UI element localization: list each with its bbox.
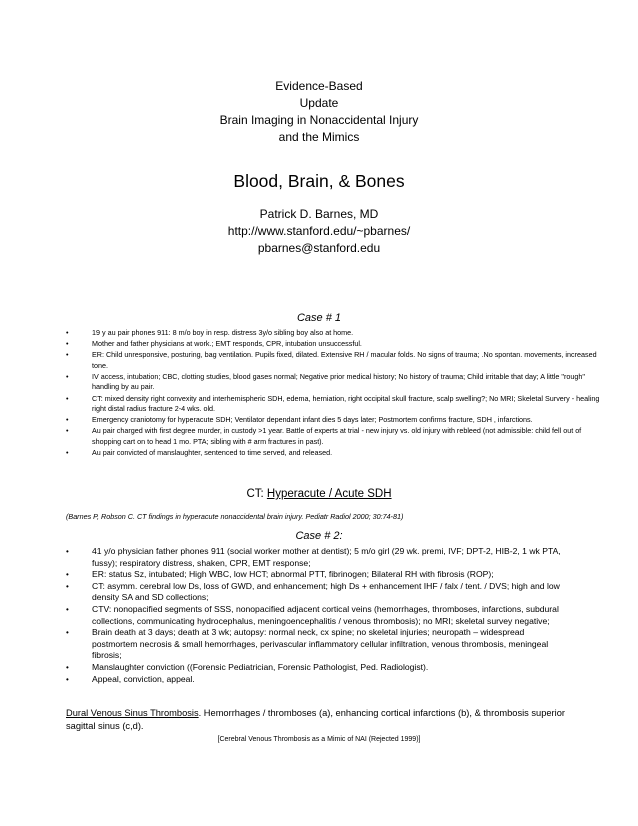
list-item-text: Manslaughter conviction ((Forensic Pediatrician, Forensic Pathologist, Ped. Radiologist). — [92, 661, 429, 672]
list-item — [66, 448, 612, 459]
author-block — [0, 206, 638, 257]
list-item-text: ER: status Sz, intubated; High WBC, low HCT; abnormal PTT, fibrinogen; Bilateral RH with fibrosis (ROP); — [92, 569, 494, 580]
case-2-list — [66, 546, 562, 685]
list-item — [66, 339, 612, 350]
header-line-3: Brain Imaging in Nonaccidental Injury — [219, 113, 419, 127]
list-item-text: IV access, intubation; CBC, clotting studies, blood gases normal; Negative prior medical history; No history of trauma; Child irritable that day; A little "rough" handling by au pair. — [92, 371, 585, 392]
list-item-text: Au pair convicted of manslaughter, sentenced to time served, and released. — [92, 448, 333, 458]
dvst-paragraph — [66, 707, 586, 732]
list-item — [66, 371, 612, 393]
header-line-1: Evidence-Based — [275, 79, 363, 93]
list-item-text: Au pair charged with first degree murder, in custody >1 year. Battle of experts at trial - new injury vs. old injury with rebleed (not admissible: child fell out of shopping cart on to head 1 mo. PTA; sibling with # arm fractures in past). — [92, 426, 582, 446]
bullet: • — [66, 581, 69, 591]
bullet: • — [66, 570, 69, 580]
ct-heading-underlined: Hyperacute / Acute SDH — [266, 488, 392, 500]
list-item-text: Appeal, conviction, appeal. — [92, 673, 195, 684]
list-item-text: ER: Child unresponsive, posturing, bag ventilation. Pupils fixed, dilated. Extensive RH / macular folds. No signs of trauma; .No spontan. movements, increased tone. — [92, 350, 597, 370]
header-line-2: Update — [299, 96, 339, 110]
author-url[interactable]: http://www.stanford.edu/~pbarnes/ — [227, 224, 411, 238]
citation-1: (Barnes P, Robson C. CT findings in hyperacute nonaccidental brain injury. Pediatr Radiol 2000; 30:74-81) — [66, 512, 404, 521]
author-name: Patrick D. Barnes, MD — [259, 207, 379, 221]
case-1-list — [66, 328, 612, 459]
list-item — [66, 661, 562, 674]
list-item — [66, 580, 562, 604]
bullet: • — [66, 448, 69, 458]
list-item — [66, 673, 562, 686]
list-item-text: Mother and father physicians at work.; EMT responds, CPR, intubation unsuccessful. — [92, 339, 362, 349]
list-item — [66, 350, 612, 371]
list-item — [66, 569, 562, 581]
bullet: • — [66, 674, 69, 684]
list-item-text: Brain death at 3 days; death at 3 wk; autopsy: normal neck, cx spine; no skeletal injuries; neuropath – widespread postmortem necrosis & small hemorrhages, perivascular inflammatory cellular infiltration, venous thrombosis, meningeal fibrosis; — [92, 627, 549, 661]
list-item-text: CT: mixed density right convexity and interhemispheric SDH, edema, herniation, right occipital skull fracture, scalp swelling?; No MRI; Skeletal Survery - healing right distal radius fracture 2-4 wks. old. — [92, 393, 600, 414]
bullet: • — [66, 426, 69, 436]
bullet: • — [66, 662, 69, 672]
main-title: Blood, Brain, & Bones — [233, 171, 405, 191]
bullet: • — [66, 371, 69, 381]
header-block — [0, 78, 638, 146]
bullet: • — [66, 628, 69, 638]
citation-2: [Cerebral Venous Thrombosis as a Mimic of NAI (Rejected 1999)] — [217, 736, 421, 743]
dvst-heading: Dural Venous Sinus Thrombosis — [66, 708, 199, 718]
list-item — [66, 393, 612, 415]
list-item — [66, 546, 562, 569]
bullet: • — [66, 350, 69, 360]
dvst-text: . Hemorrhages / thromboses (a), enhancing cortical infarctions (b), & thrombosis superior sagittal sinus (c,d). — [66, 708, 565, 731]
list-item — [66, 603, 562, 627]
header-line-4: and the Mimics — [278, 130, 360, 144]
list-item-text: Emergency craniotomy for hyperacute SDH; Ventilator dependant infant dies 5 days later; Postmortem confirms fracture, SDH , infarctions. — [92, 415, 533, 425]
list-item-text: 19 y au pair phones 911: 8 m/o boy in resp. distress 3y/o sibling boy also at home. — [92, 328, 354, 337]
list-item — [66, 328, 612, 339]
bullet: • — [66, 328, 69, 337]
case-2-heading: Case # 2: — [295, 530, 343, 542]
bullet: • — [66, 393, 69, 403]
bullet: • — [66, 547, 69, 556]
case-1-heading: Case # 1 — [296, 312, 342, 324]
list-item — [66, 426, 612, 447]
ct-heading — [0, 488, 638, 500]
list-item-text: CT: asymm. cerebral low Ds, loss of GWD, and enhancement; high Ds + enhancement IHF / falx / tent. / DVS; high and low density SA and SD collections; — [92, 580, 560, 603]
list-item — [66, 415, 612, 426]
bullet: • — [66, 604, 69, 614]
list-item-text: 41 y/o physician father phones 911 (social worker mother at dentist); 5 m/o girl (29 wk. premi, IVF; DPT-2, HIB-2, 1 wk PTA, fussy); respiratory distress, shaken, CPR, EMT response; — [92, 546, 561, 568]
author-email[interactable]: pbarnes@stanford.edu — [257, 241, 381, 255]
list-item — [66, 627, 562, 662]
ct-heading-prefix: CT: — [246, 488, 267, 500]
bullet: • — [66, 415, 69, 425]
list-item-text: CTV: nonopacified segments of SSS, nonopacified adjacent cortical veins (hemorrhages, thromboses, infarctions, subdural collections, communicating hydrocephalus, meningoencephalitis / venous thrombosis); no MRI; skeletal survey negative; — [92, 603, 559, 626]
bullet: • — [66, 339, 69, 349]
